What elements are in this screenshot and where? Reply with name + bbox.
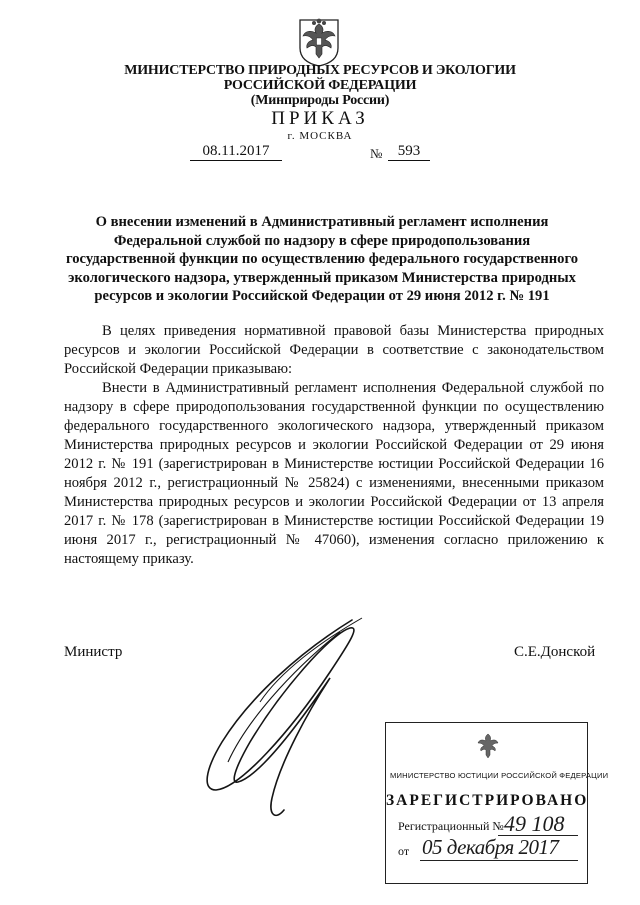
stamp-date-label: от — [398, 844, 410, 858]
document-date: 08.11.2017 — [190, 143, 282, 161]
body-paragraph-2: Внести в Административный регламент исполнения Федеральной службой по надзору в сфере природопользования государственной функции по осуществлению федерального государственного экологического надзора, утвержденный приказом Министерства природных ресурсов и экологии Российской Федерации от 29 июня 2012 г. № 191 (зарегистрирован в Министерстве юстиции Российской Федерации 16 ноября 2012 г., регистрационный № 25824) с изменениями, внесенными приказом Министерства природных ресурсов и экологии Российской Федерации от 13 апреля 2017 г. № 178 (зарегистрирован в Министерстве юстиции Российской Федерации 19 июня 2017 г., регистрационный № 47060), изменения согласно приложению к настоящему приказу. — [64, 380, 604, 567]
stamp-organization: МИНИСТЕРСТВО ЮСТИЦИИ РОССИЙСКОЙ ФЕДЕРАЦИИ — [390, 771, 609, 780]
stamp-reg-number: 49 108 — [504, 811, 565, 836]
body-paragraph-1: В целях приведения нормативной правовой базы Министерства природных ресурсов и экологии Российской Федерации в соответствие с законодательством Российской Федерации приказываю: — [64, 323, 604, 377]
ministry-line-2: РОССИЙСКОЙ ФЕДЕРАЦИИ — [223, 78, 417, 93]
signatory-name: С.Е.Донской — [514, 644, 596, 660]
ministry-name — [0, 63, 640, 108]
stamp-status: ЗАРЕГИСТРИРОВАНО — [386, 792, 589, 809]
registration-stamp — [385, 722, 609, 884]
document-number: 593 — [388, 143, 430, 161]
stamp-eagle-icon — [474, 731, 502, 761]
document-title: О внесении изменений в Административный регламент исполнения Федеральной службой по надзору в сфере природопользования государственной функции по осуществлению федерального государственного экологического надзора, утвержденный приказом Министерства природных ресурсов и экологии Российской Федерации от 29 июня 2012 г. № 191 — [65, 214, 579, 305]
ministry-short-name: (Минприроды России) — [250, 93, 390, 108]
ministry-line-1: МИНИСТЕРСТВО ПРИРОДНЫХ РЕСУРСОВ И ЭКОЛОГИИ — [124, 63, 516, 78]
eagle-emblem-icon — [294, 14, 344, 68]
stamp-date-underline — [420, 860, 578, 861]
signatory-position: Министр — [64, 644, 123, 660]
document-type: ПРИКАЗ — [271, 108, 369, 129]
stamp-date: 05 декабря 2017 — [422, 835, 559, 859]
stamp-reg-label: Регистрационный № — [398, 819, 504, 833]
document-number-label: № — [370, 146, 383, 161]
handwritten-signature — [180, 612, 400, 832]
document-city: г. МОСКВА — [287, 130, 353, 142]
